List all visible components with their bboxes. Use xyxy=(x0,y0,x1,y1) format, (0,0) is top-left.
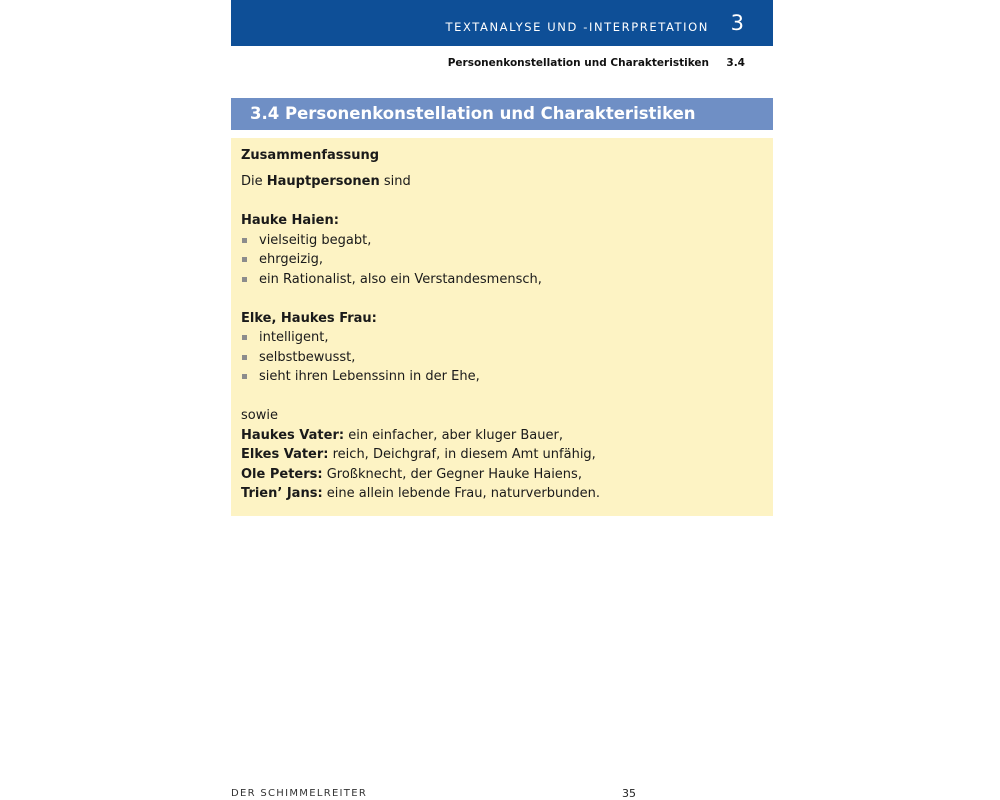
list-item xyxy=(241,348,600,368)
character-description: reich, Deichgraf, in diesem Amt unfähig, xyxy=(332,447,596,462)
intro-suffix: sind xyxy=(383,174,411,189)
list-item xyxy=(241,250,600,270)
trait-list-elke xyxy=(241,328,600,387)
trait-text: selbstbewusst, xyxy=(259,349,356,365)
summary-box xyxy=(231,138,773,516)
section-heading-bar xyxy=(231,98,773,130)
character-description: ein einfacher, aber kluger Bauer, xyxy=(348,427,563,443)
character-name: Haukes Vater: xyxy=(241,427,345,443)
square-bullet-icon xyxy=(242,355,247,360)
intro-prefix: Die xyxy=(241,174,263,189)
chapter-number: 3 xyxy=(730,11,744,35)
section-title: Personenkonstellation und Charakteristiken xyxy=(284,104,696,123)
square-bullet-icon xyxy=(242,335,247,340)
footer-book-title: DER SCHIMMELREITER xyxy=(231,788,368,799)
trait-list-hauke xyxy=(241,231,600,290)
list-item xyxy=(241,367,600,387)
section-heading xyxy=(250,104,696,123)
chapter-header-band xyxy=(231,0,773,46)
running-head xyxy=(231,57,773,73)
character-line xyxy=(241,426,600,446)
character-name: Trien’ Jans: xyxy=(241,486,323,501)
intro-bold: Hauptpersonen xyxy=(266,174,380,189)
chapter-title: TEXTANALYSE UND -INTERPRETATION xyxy=(445,20,709,34)
character-line xyxy=(241,484,600,504)
running-title: Personenkonstellation und Charakteristiken xyxy=(447,57,709,69)
running-section-number: 3.4 xyxy=(726,57,745,69)
square-bullet-icon xyxy=(242,238,247,243)
summary-content xyxy=(241,146,600,504)
sowie-text: sowie xyxy=(241,408,278,423)
page-number: 35 xyxy=(622,787,636,800)
list-item xyxy=(241,231,600,251)
character-name: Elkes Vater: xyxy=(241,447,329,462)
trait-text: ehrgeizig, xyxy=(259,252,324,267)
trait-text: vielseitig begabt, xyxy=(259,232,372,248)
trait-text: ein Rationalist, also ein Verstandesmensch, xyxy=(259,271,542,287)
group-title-hauke: Hauke Haien: xyxy=(241,213,339,228)
list-item xyxy=(241,328,600,348)
character-line xyxy=(241,465,600,485)
summary-intro xyxy=(241,172,600,192)
trait-text: intelligent, xyxy=(259,330,329,345)
square-bullet-icon xyxy=(242,277,247,282)
square-bullet-icon xyxy=(242,374,247,379)
group-title-elke: Elke, Haukes Frau: xyxy=(241,310,377,326)
trait-text: sieht ihren Lebenssinn in der Ehe, xyxy=(259,369,480,384)
character-description: Großknecht, der Gegner Hauke Haiens, xyxy=(326,466,582,482)
character-description: eine allein lebende Frau, naturverbunden. xyxy=(326,486,601,501)
list-item xyxy=(241,270,600,290)
character-name: Ole Peters: xyxy=(241,466,323,482)
section-number: 3.4 xyxy=(250,104,280,123)
summary-heading: Zusammenfassung xyxy=(241,148,380,163)
character-line xyxy=(241,445,600,465)
square-bullet-icon xyxy=(242,257,247,262)
